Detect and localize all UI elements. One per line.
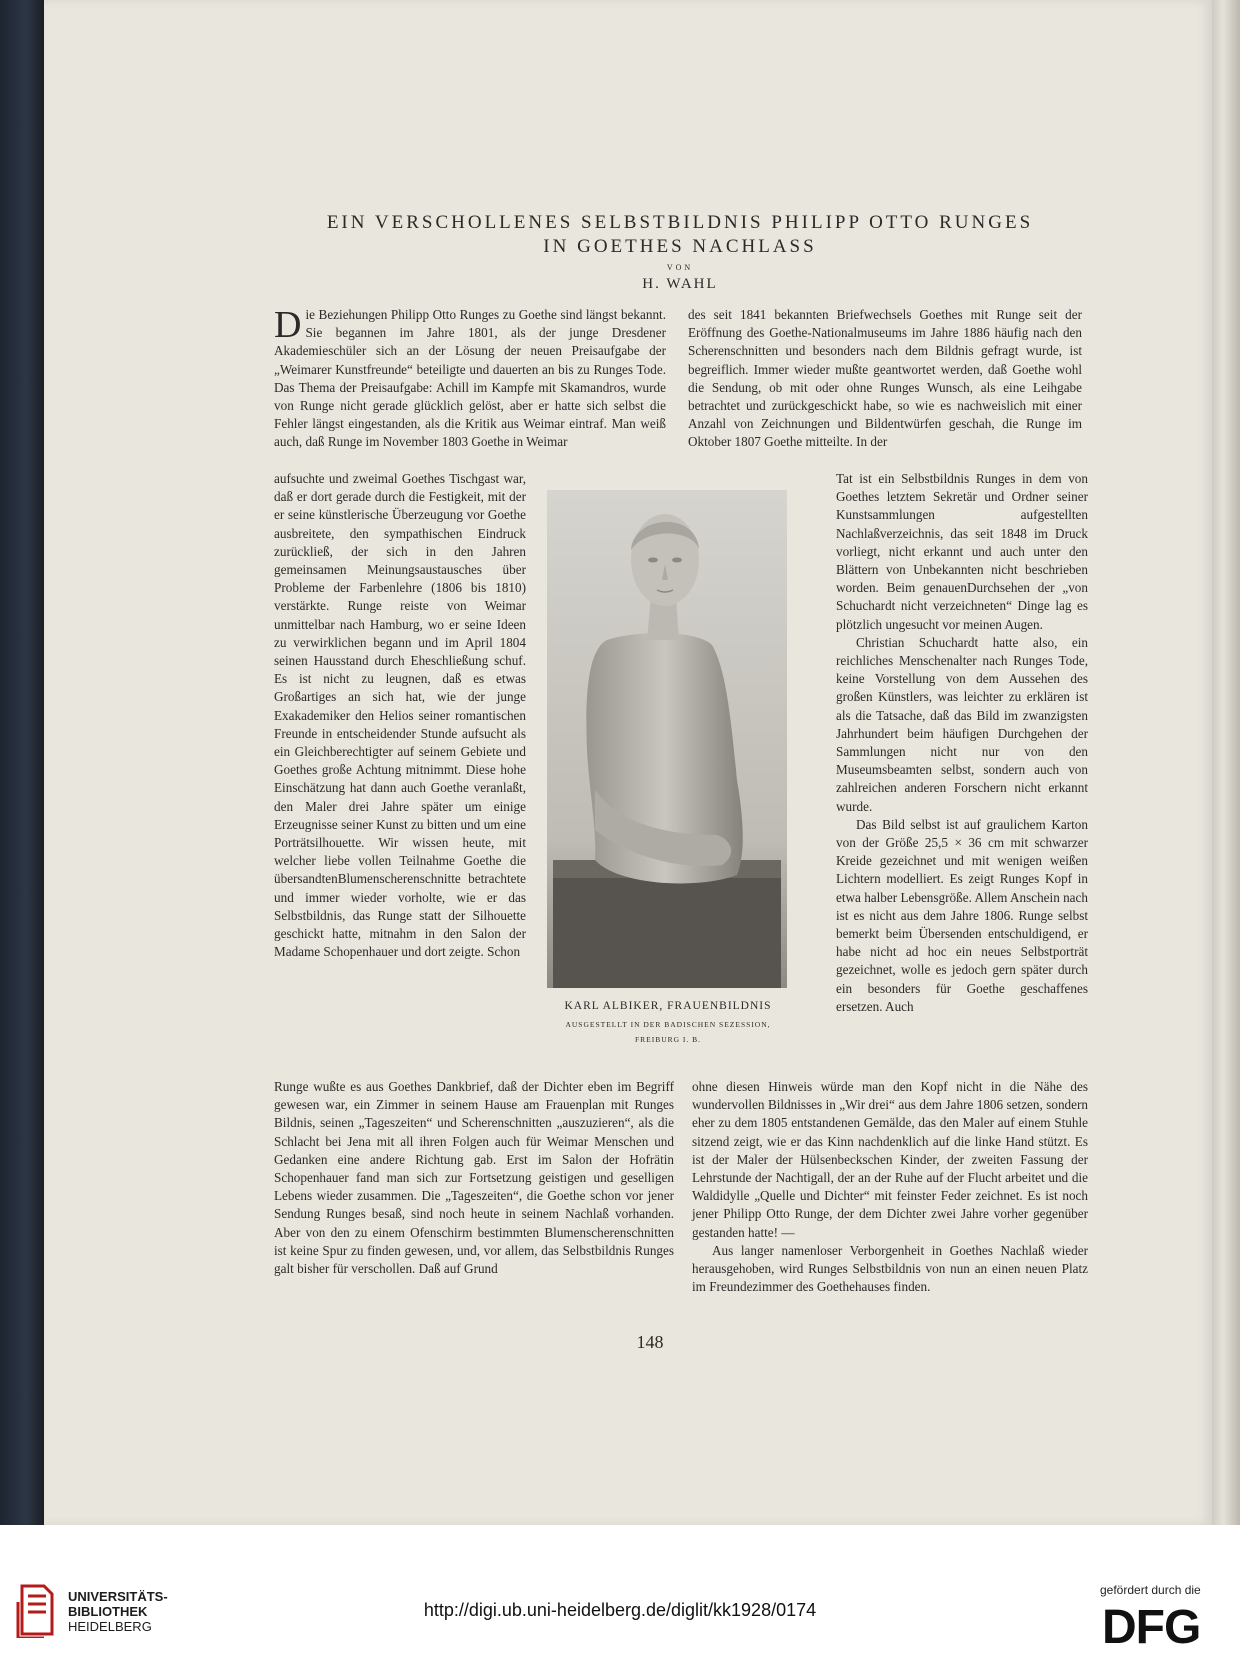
left-paragraph-narrow: aufsuchte und zweimal Goethes Tischgast war, daß er dort gerade durch die Festigkeit, mit der er seine künstlerische Überzeugung vor Goethe ausbreitete, den sympathischen Eindruck zurückließ, der sich in den Jahren gemeinsamen Meinungsaustausches über Probleme der Farbenlehre (1806 bis 1810) verstärkte. Runge reiste von Weimar unmittelbar nach Hamburg, wo er seine Ideen zu verwirklichen begann und im April 1804 seinen Hausstand durch Eheschließung schuf. Es ist nicht zu leugnen, daß es etwas Großartiges an sich hat, wie der junge Exakademiker den Helios seiner romantischen Freunde in entscheidender Stunde aufsucht als ein Gleichberechtigter auf seinem Gebiete und Goethes große Achtung mitnimmt. Diese hohe Einschätzung hat dann auch Goethe veranlaßt, den Maler drei Jahre später um einige Erzeugnisse seiner Kunst zu bitten und um eine Porträtsilhouette. Wir wissen heute, mit welcher liebe vollen Teilnahme Goethe die übersandtenBlumenscherenschnitte betrachtete und immer wieder vorholte, wie er das Selbstbildnis, das Runge statt der Silhouette geschickt hatte, mitnahm in den Salon der Madame Schopenhauer und dort zeigte. Schon: [274, 471, 526, 960]
right-paragraph-narrow-3: Das Bild selbst ist auf graulichem Karton von der Größe 25,5 × 36 cm mit schwarzer Kreide gezeichnet und mit wenigen weißen Lichtern modelliert. Es zeigt Runges Kopf in etwa halber Lebensgröße. Allem Anschein nach ist es nicht aus dem Jahre 1806. Runge selbst bemerkt beim Übersenden entschuldigend, er habe nicht ad hoc ein neues Selbstporträt gezeichnet, wolle es jedoch gern später durch ein besonders für Goethe geschaffenes ersetzen. Auch: [836, 816, 1088, 1014]
university-library-logo-icon: [14, 1582, 58, 1638]
left-column-bottom: [274, 1078, 674, 1278]
left-paragraph-bottom: Runge wußte es aus Goethes Dankbrief, daß der Dichter eben im Begriff gewesen war, ein Zimmer in seinem Hause am Frauenplan mit Runges Bildnis, seinen „Tageszeiten“ und Scherenschnitten „auszuzieren“, als die Schlacht bei Jena mit all ihren Folgen auch für Weimar Menschen und Gedanken eine andere Richtung gab. Erst im Salon der Hofrätin Schopenhauer fand man sich zur Fortsetzung geistigen und geselligen Lebens wieder zusammen. Die „Tageszeiten“, die Goethe schon vor jener Sendung Runges besaß, sind noch heute in seinem Nachlaß vorhanden. Aber von den zu einem Ofenschirm bestimmten Blumenscherenschnitten ist keine Spur zu finden gewesen, und, vor allem, das Selbstbildnis Runges galt bisher für verschollen. Daß auf Grund: [274, 1079, 674, 1277]
page-number: 148: [636, 1332, 664, 1352]
article-title-line2: IN GOETHES NACHLASS: [543, 236, 817, 257]
funding-note: gefördert durch die: [1100, 1583, 1201, 1597]
drop-cap: D: [274, 304, 302, 346]
right-paragraph-narrow-1: Tat ist ein Selbstbildnis Runges in dem von Goethes letztem Sekretär und Ordner seiner Kunstsammlungen aufgestellten Nachlaßverzeichnis, das seit 1848 im Druck vorliegt, nicht erkannt und auch unter den Blättern von Unbekannten nicht beschrieben worden. Beim genauenDurchsehen der „von Schuchardt nicht verzeichneten“ Dinge lag es plötzlich ungesucht vor meinen Augen.: [836, 471, 1088, 632]
library-name: [68, 1589, 168, 1634]
right-column-top: [688, 306, 1082, 452]
article-title-line1: EIN VERSCHOLLENES SELBSTBILDNIS PHILIPP OTTO RUNGES: [326, 212, 1034, 233]
left-column-narrow: [274, 470, 526, 961]
dfg-logo: DFG: [1102, 1601, 1201, 1654]
book-spine: [0, 0, 44, 1525]
left-column-top: [274, 306, 666, 452]
footer-bar: [0, 1525, 1240, 1660]
article-author: H. WAHL: [642, 276, 718, 292]
right-paragraph-narrow-2: Christian Schuchardt hatte also, ein reichliches Menschenalter nach Runges Tode, keine Vorstellung von dem Aussehen des großen Künstlers, was leichter zu erklären ist als die Tatsache, daß das Bild im zwanzigsten Jahrhundert beim häufigen Durchgehen der Sammlungen nicht nur von den Museumsbeamten selbst, sondern auch von zahlreichen anderen Forschern nicht erkannt wurde.: [836, 634, 1088, 814]
right-paragraph-bottom-1: ohne diesen Hinweis würde man den Kopf nicht in die Nähe des wundervollen Bildnisses in „Wir drei“ aus dem Jahre 1806 setzen, sondern eher zu dem 1805 entstandenen Gemälde, das den Maler auf einem Stuhle sitzend zeigt, wie er das Kinn nachdenklich auf die linke Hand stützt. Es ist der Maler der Hülsenbeckschen Kinder, der zweiten Fassung der Lehrstunde der Nachtigall, der an der Ruhe auf der Flucht arbeitet und die Waldidylle „Quelle und Dichter“ mit feinster Feder zeichnet. Es ist noch jener Philipp Otto Runge, der dem Dichter zwei Jahre vorher gegenüber gestanden hatte! —: [692, 1079, 1088, 1240]
library-name-line1: UNIVERSITÄTS-: [68, 1589, 168, 1604]
right-paragraph-bottom-2: Aus langer namenloser Verborgenheit in Goethes Nachlaß wieder herausgehoben, wird Runges Selbstbildnis von nun an einen neuen Platz im Freundezimmer des Goethehauses finden.: [692, 1242, 1088, 1295]
library-name-line2: BIBLIOTHEK: [68, 1604, 148, 1619]
permalink-url[interactable]: http://digi.ub.uni-heidelberg.de/diglit/kk1928/0174: [423, 1600, 817, 1620]
right-paragraph-top: des seit 1841 bekannten Briefwechsels Goethes mit Runge seit der Eröffnung des Goethe-Nationalmuseums im Jahre 1886 häufig nach den Scherenschnitten und besonders nach dem Bildnis gefragt wurde, ist begreiflich. Immer wieder mußte geantwortet werden, daß Goethe wohl die Sendung, ob mit oder ohne Runges Wunsch, als eine Leihgabe betrachtet und zurückgeschickt habe, so wie es nachweislich mit einer Anzahl von Zeichnungen und Bildentwürfen geschah, die Runge im Oktober 1807 Goethe mitteilte. In der: [688, 307, 1082, 450]
figure-caption: KARL ALBIKER, FRAUENBILDNIS: [564, 1000, 772, 1012]
sculpture-photograph: [547, 490, 787, 988]
byline-von: VON: [666, 263, 694, 272]
right-column-bottom: [692, 1078, 1088, 1296]
figure-subcaption-2: FREIBURG I. B.: [634, 1035, 702, 1044]
right-column-narrow: [836, 470, 1088, 1016]
library-name-line3: HEIDELBERG: [68, 1619, 152, 1634]
page-edge: [1212, 0, 1240, 1525]
sculpture-illustration: [547, 490, 787, 988]
figure-subcaption-1: AUSGESTELLT IN DER BADISCHEN SEZESSION,: [565, 1020, 771, 1029]
left-paragraph-1: ie Beziehungen Philipp Otto Runges zu Goethe sind längst bekannt. Sie begannen im Jahre 1801, als der junge Dresdener Akademieschüler sich an der Lösung der neuen Preisaufgabe der „Weimarer Kunstfreunde“ beteiligte und dauerten an bis zu Runges Tode. Das Thema der Preisaufgabe: Achill im Kampfe mit Skamandros, wurde von Runge nicht gerade glücklich gelöst, aber er hatte sich selbst die Fehler längst eingestanden, als die Kritik aus Weimar eintraf. Man weiß auch, daß Runge im November 1803 Goethe in Weimar: [274, 307, 666, 450]
